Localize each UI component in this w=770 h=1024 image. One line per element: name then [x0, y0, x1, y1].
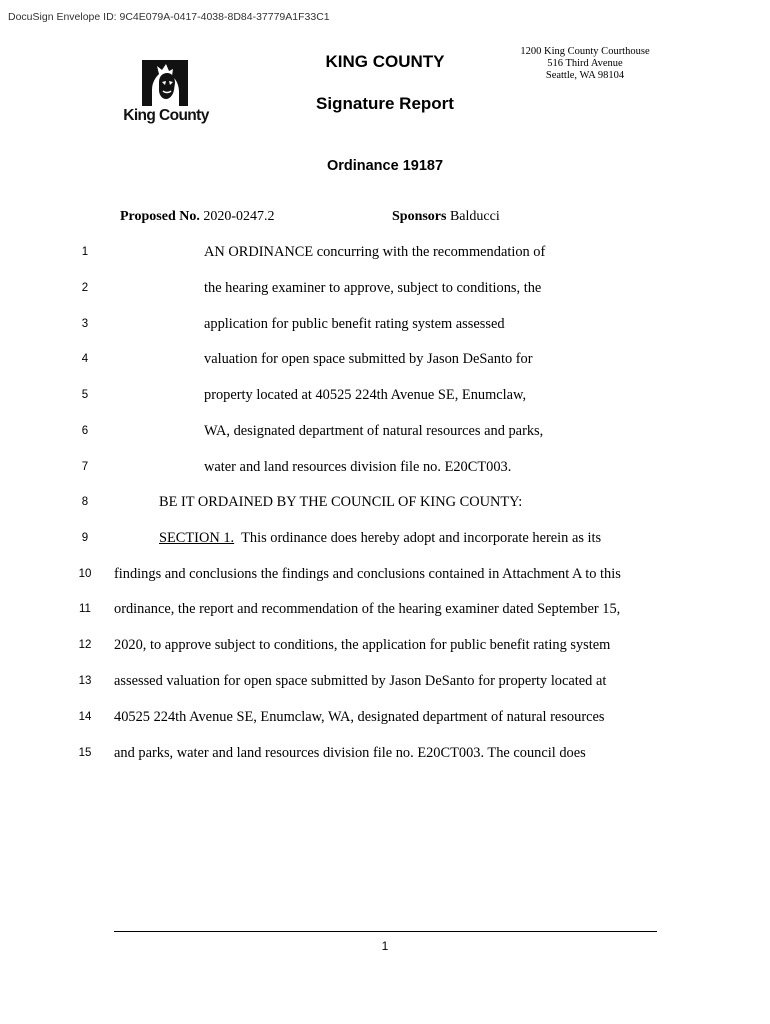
proposed-number [120, 209, 275, 225]
ordinance-line: and parks, water and land resources division file no. E20CT003. The council does [114, 745, 586, 761]
ordinance-line: property located at 40525 224th Avenue SE, Enumclaw, [204, 387, 527, 403]
ordinance-line: ordinance, the report and recommendation of the hearing examiner dated September 15, [114, 601, 621, 617]
proposed-label: Proposed No. [120, 209, 200, 224]
ordinance-line: AN ORDINANCE concurring with the recommendation of [204, 244, 546, 260]
line-number: 12 [78, 639, 92, 651]
line-number: 6 [81, 425, 89, 437]
section-text: This ordinance does hereby adopt and incorporate herein as its [234, 530, 602, 546]
king-county-logo [118, 58, 214, 130]
ordinance-title: Ordinance 19187 [326, 158, 444, 174]
ordinance-line: valuation for open space submitted by Jason DeSanto for [204, 351, 533, 367]
ordinance-line: the hearing examiner to approve, subject to conditions, the [204, 280, 542, 296]
line-number: 1 [81, 246, 89, 258]
line-number: 11 [79, 603, 91, 615]
courthouse-address [505, 46, 665, 82]
ordinance-line: assessed valuation for open space submitted by Jason DeSanto for property located at [114, 673, 607, 689]
ordinance-line: water and land resources division file no. E20CT003. [204, 459, 512, 475]
king-county-mlk-portrait-logo-icon [142, 60, 188, 106]
address-line: 1200 King County Courthouse [520, 46, 650, 57]
ordinance-line: 40525 224th Avenue SE, Enumclaw, WA, designated department of natural resources [114, 709, 605, 725]
address-line: Seattle, WA 98104 [545, 70, 625, 81]
sponsors-value: Balducci [449, 209, 500, 224]
proposed-value: 2020-0247.2 [203, 209, 275, 224]
ordinance-line: BE IT ORDAINED BY THE COUNCIL OF KING COUNTY: [159, 494, 523, 510]
line-number: 2 [81, 282, 89, 294]
report-title: Signature Report [316, 94, 454, 113]
line-number: 14 [78, 711, 92, 723]
line-number: 13 [78, 675, 92, 687]
ordinance-line: findings and conclusions the findings and conclusions contained in Attachment A to this [114, 566, 621, 582]
line-number: 10 [78, 568, 92, 580]
footer-divider [114, 931, 657, 932]
line-number: 4 [81, 353, 89, 365]
envelope-id: DocuSign Envelope ID: 9C4E079A-0417-4038-8D84-37779A1F33C1 [8, 11, 330, 23]
line-number: 5 [81, 389, 89, 401]
sponsors-label: Sponsors [392, 209, 447, 224]
logo-text: King County [123, 107, 209, 124]
ordinance-line: 2020, to approve subject to conditions, the application for public benefit rating system [114, 637, 611, 653]
line-number: 3 [81, 318, 89, 330]
ordinance-line [159, 530, 601, 547]
address-line: 516 Third Avenue [547, 58, 623, 69]
section-heading: SECTION 1. [159, 530, 235, 546]
line-number: 7 [81, 461, 89, 473]
line-number: 9 [81, 532, 89, 544]
ordinance-line: application for public benefit rating system assessed [204, 316, 505, 332]
page-number: 1 [381, 939, 389, 953]
org-title: KING COUNTY [325, 52, 445, 71]
line-number: 8 [81, 496, 89, 508]
ordinance-line: WA, designated department of natural resources and parks, [204, 423, 544, 439]
sponsors [392, 209, 500, 225]
line-number: 15 [78, 747, 92, 759]
